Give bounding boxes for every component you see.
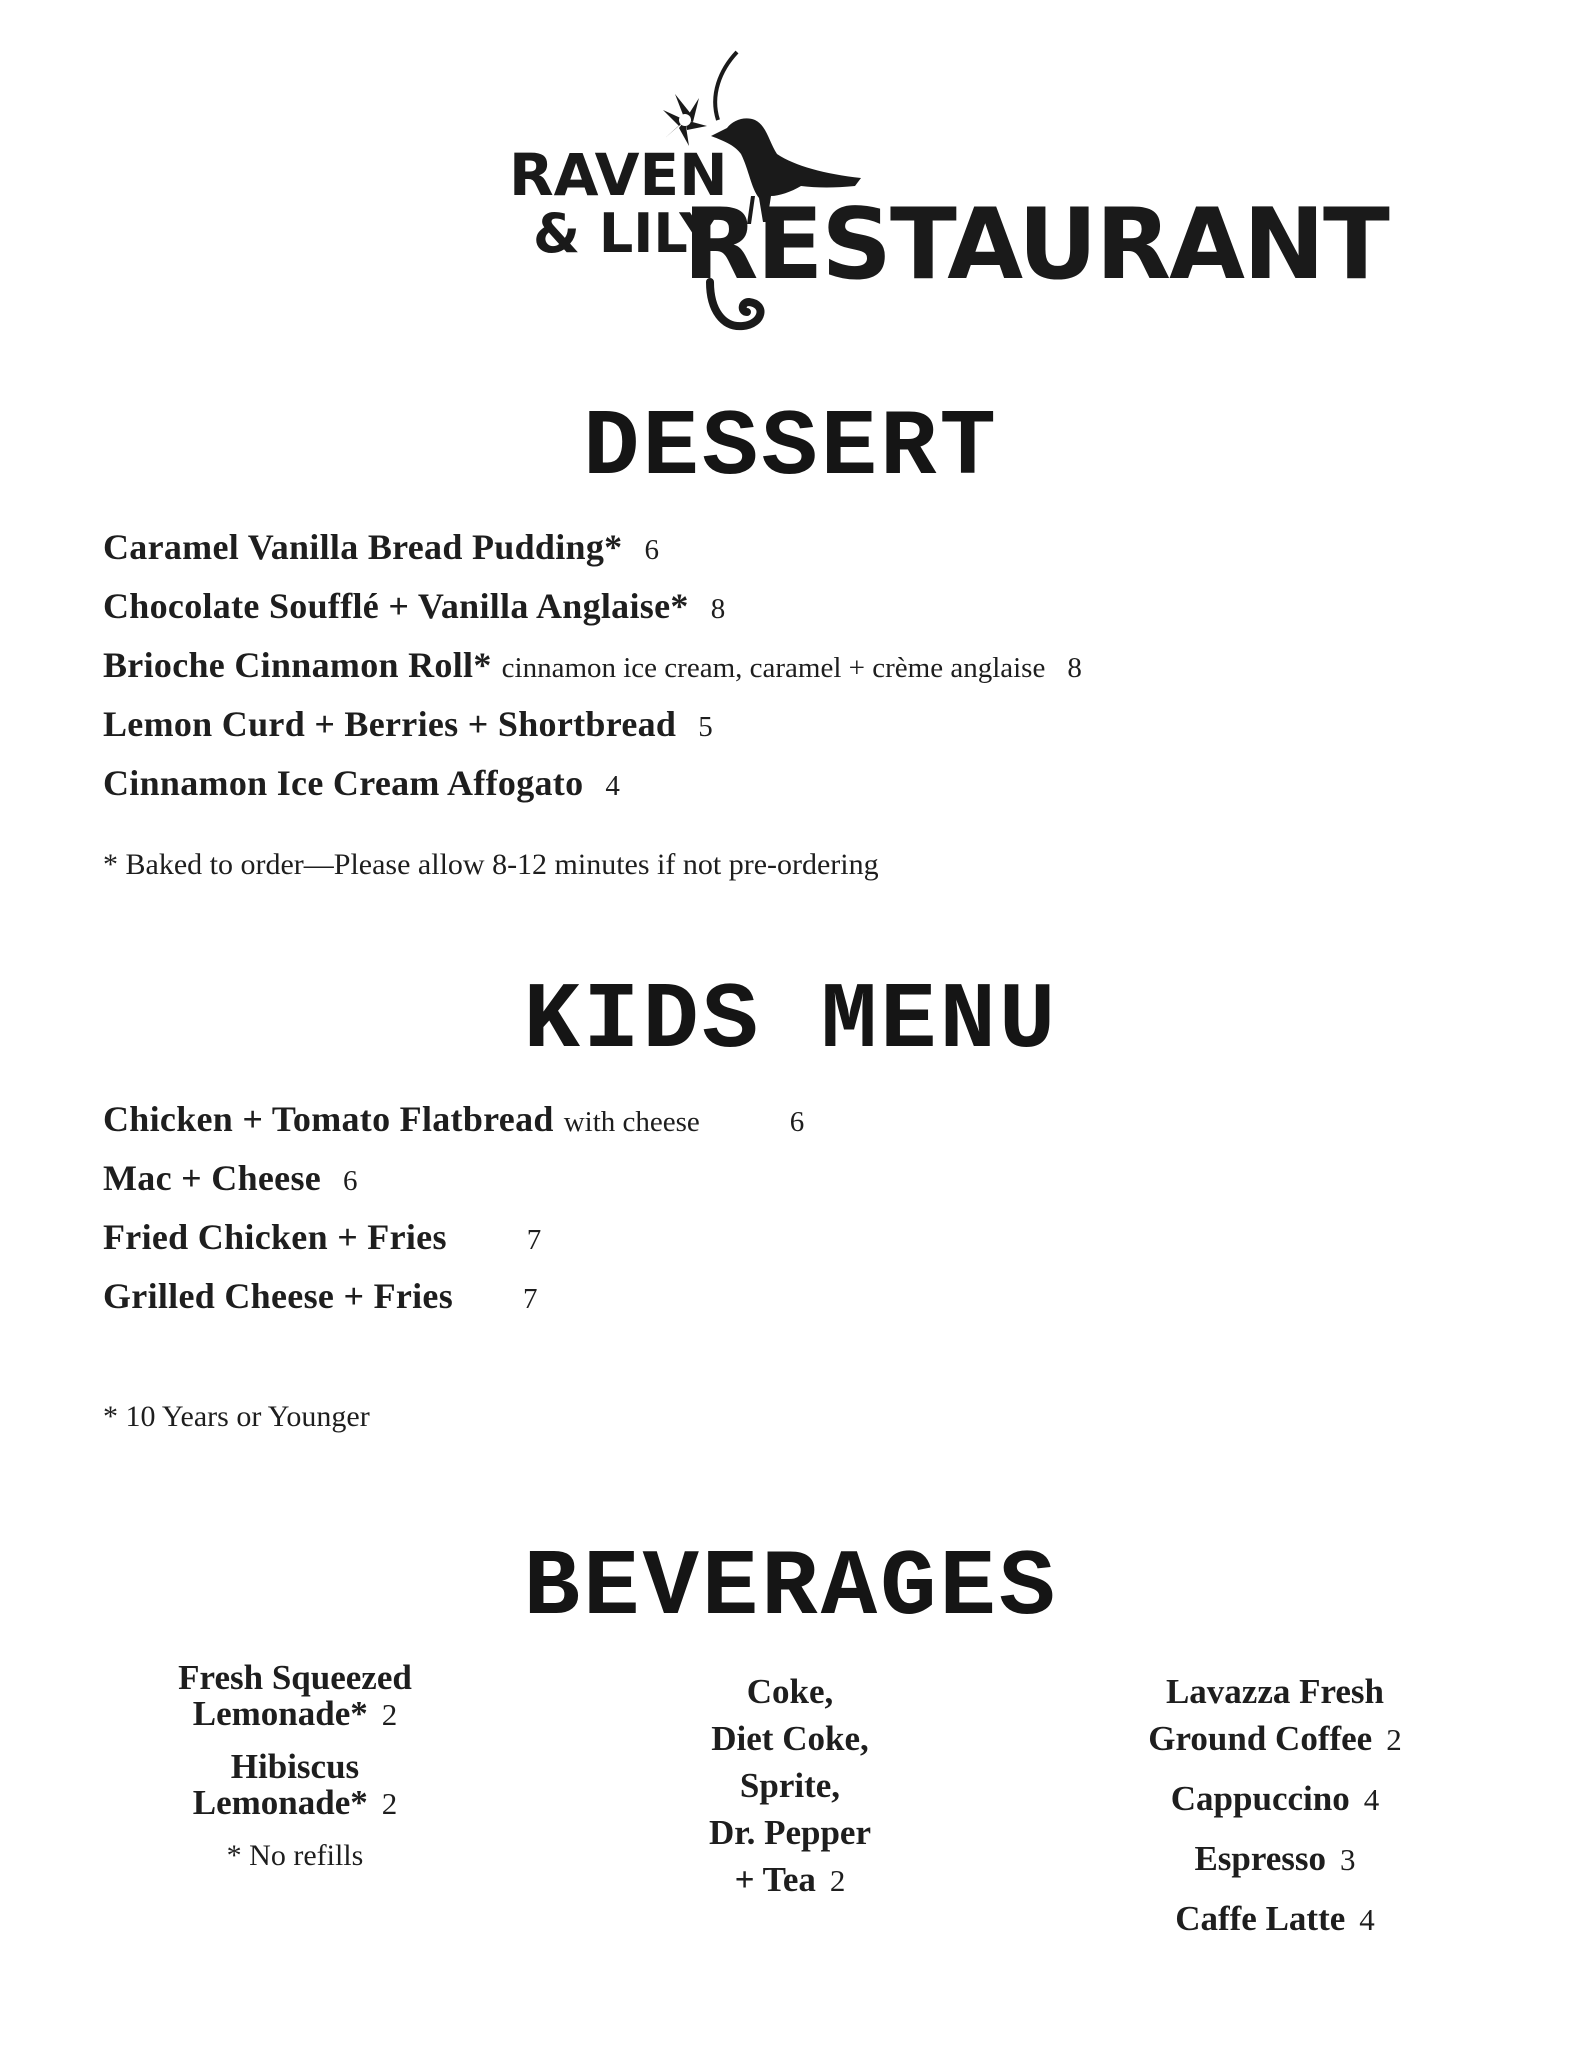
item-name: Caramel Vanilla Bread Pudding* — [103, 527, 623, 567]
item-price: 8 — [710, 593, 726, 625]
item-name: Mac + Cheese — [103, 1158, 322, 1198]
logo-word: RESTAURANT — [683, 188, 1388, 302]
dessert-note: * Baked to order—Please allow 8-12 minutes if not pre-ordering — [103, 848, 879, 881]
menu-item — [103, 518, 1082, 577]
beverage-name-line — [135, 1785, 455, 1822]
item-price: 8 — [1067, 652, 1082, 684]
item-price: 4 — [605, 770, 620, 802]
beverages-column-2 — [630, 1668, 950, 1920]
restaurant-logo — [505, 50, 1388, 340]
kids-menu-list — [103, 1090, 804, 1326]
beverage-name-line — [1085, 1895, 1465, 1943]
beverage-name-line — [1085, 1775, 1465, 1823]
menu-item — [103, 1267, 804, 1326]
beverage-name-line — [135, 1696, 455, 1733]
beverage-item — [135, 1749, 455, 1822]
beverage-name-line — [1085, 1835, 1465, 1883]
item-description: with cheese — [563, 1106, 700, 1138]
beverage-name-text: Cappuccino — [1170, 1779, 1350, 1818]
beverages-column-3 — [1085, 1668, 1465, 1955]
beverage-name: Lavazza Fresh — [1165, 1672, 1385, 1711]
beverages-column-1 — [135, 1660, 455, 1874]
beverage-name: Coke, — [746, 1672, 834, 1711]
beverage-item — [135, 1660, 455, 1733]
beverage-name: Dr. Pepper — [708, 1813, 871, 1852]
item-name: Chocolate Soufflé + Vanilla Anglaise* — [103, 586, 689, 626]
item-price: 6 — [644, 534, 659, 566]
beverage-name-text: Espresso — [1194, 1839, 1327, 1878]
item-price: 7 — [523, 1283, 538, 1315]
menu-item — [103, 636, 1082, 695]
beverage-price: 2 — [381, 1697, 398, 1732]
beverages-note: * No refills — [226, 1839, 364, 1872]
beverage-name: Sprite, — [739, 1766, 841, 1805]
beverage-name: Fresh Squeezed — [178, 1658, 412, 1697]
menu-item — [103, 1090, 804, 1149]
item-price: 6 — [789, 1106, 805, 1138]
beverages-title: BEVERAGES — [523, 1536, 1059, 1642]
beverage-price: 2 — [1386, 1722, 1402, 1757]
item-name: Lemon Curd + Berries + Shortbread — [103, 704, 677, 744]
raven-with-lily-icon — [505, 50, 1388, 340]
menu-item — [103, 695, 1082, 754]
item-name: Brioche Cinnamon Roll* — [103, 645, 492, 685]
logo-line-1: RAVEN — [509, 141, 728, 209]
beverage-name-text: Lemonade* — [192, 1783, 368, 1822]
beverage-item — [1085, 1835, 1465, 1883]
item-description: cinnamon ice cream, caramel + crème anglaise — [501, 652, 1046, 684]
beverage-price: 4 — [1363, 1782, 1380, 1817]
beverage-name-text: Ground Coffee — [1148, 1719, 1373, 1758]
item-name: Fried Chicken + Fries — [103, 1217, 447, 1257]
beverage-name: Diet Coke, — [711, 1719, 869, 1758]
item-price: 7 — [526, 1224, 542, 1256]
beverage-price: 2 — [381, 1786, 398, 1821]
menu-item — [103, 754, 1082, 813]
menu-item — [103, 1208, 804, 1267]
dessert-title: DESSERT — [583, 396, 999, 502]
beverage-item — [630, 1668, 950, 1904]
item-name: Grilled Cheese + Fries — [103, 1276, 454, 1316]
beverage-price: 3 — [1340, 1842, 1356, 1877]
beverage-name-line — [1085, 1715, 1465, 1763]
beverage-name-text: + Tea — [734, 1860, 816, 1899]
kids-menu-title: KIDS MENU — [523, 969, 1059, 1075]
item-price: 5 — [698, 711, 713, 743]
beverage-item — [1085, 1668, 1465, 1763]
beverage-name-text: Caffe Latte — [1175, 1899, 1346, 1938]
item-name: Chicken + Tomato Flatbread — [103, 1099, 554, 1139]
dessert-list — [103, 518, 1082, 813]
beverage-item — [1085, 1895, 1465, 1943]
beverage-name-line — [630, 1856, 950, 1904]
beverage-item — [1085, 1775, 1465, 1823]
item-price: 6 — [343, 1165, 358, 1197]
menu-item — [103, 577, 1082, 636]
beverage-name: Hibiscus — [230, 1747, 360, 1786]
beverage-price: 4 — [1359, 1902, 1375, 1937]
kids-menu-note: * 10 Years or Younger — [103, 1400, 370, 1433]
beverage-price: 2 — [829, 1863, 846, 1898]
menu-item — [103, 1149, 804, 1208]
beverage-name-text: Lemonade* — [192, 1694, 368, 1733]
logo-line-2: & LILY — [533, 202, 719, 265]
item-name: Cinnamon Ice Cream Affogato — [103, 763, 584, 803]
